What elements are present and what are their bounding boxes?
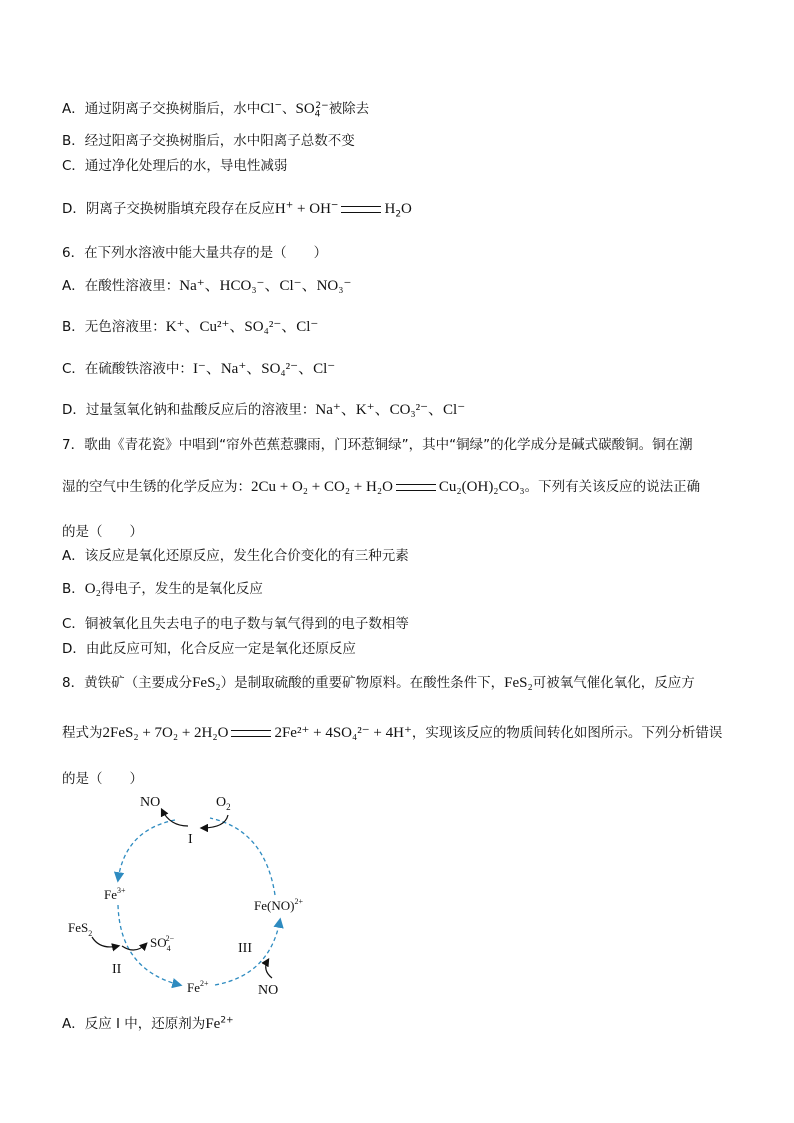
- arrow-o2-in: [202, 815, 228, 828]
- q6-option-d: D．过量氢氧化钠和盐酸反应后的溶液里：Na⁺、K⁺、CO₃²⁻、Cl⁻: [62, 402, 466, 418]
- q8-stem-line1: 8．黄铁矿（主要成分FeS₂）是制取硫酸的重要矿物原料。在酸性条件下，FeS₂可被氧气催化氧化，反应方: [62, 675, 695, 691]
- q6-option-a: A．在酸性溶液里：Na⁺、HCO₃⁻、Cl⁻、NO₃⁻: [62, 278, 352, 294]
- q7-option-c: C．铜被氧化且失去电子的电子数与氧气得到的电子数相等: [62, 616, 409, 632]
- arrow-feno-to-r1: [210, 818, 275, 895]
- q6-option-c: C．在硫酸铁溶液中：I⁻、Na⁺、SO₄²⁻、Cl⁻: [62, 361, 336, 377]
- label-fe3: $Fe^{3+}$: [104, 886, 126, 902]
- q5-option-a: A．通过阴离子交换树脂后，水中Cl−、$SO_4^{2-}$被除去: [62, 100, 370, 120]
- label-feno: Fe(NO)$^{2+}$: [254, 897, 303, 913]
- arrow-no-out: [162, 810, 188, 826]
- q8-option-a: A．反应 I 中，还原剂为$Fe^{2+}$: [62, 1015, 234, 1032]
- q6-stem: 6．在下列水溶液中能大量共存的是（ ）: [62, 245, 328, 261]
- arrow-no-in: [266, 960, 272, 978]
- arrow-r1-to-fe3: [118, 820, 175, 880]
- equals-sign: [396, 484, 436, 491]
- q5-option-c: C．通过净化处理后的水，导电性减弱: [62, 158, 288, 174]
- q6-option-b: B．无色溶液里：K⁺、Cu²⁺、SO₄²⁻、Cl⁻: [62, 319, 319, 335]
- label-no-bottom: NO: [258, 983, 279, 998]
- label-fe2: $Fe^{2+}$: [187, 979, 209, 995]
- q5-option-b: B．经过阳离子交换树脂后，水中阳离子总数不变: [62, 133, 355, 149]
- cycle-arrows: [118, 818, 280, 985]
- label-fes2: FeS$_2$: [68, 920, 93, 938]
- label-no-top: NO: [140, 795, 161, 810]
- label-o2: $O_2$: [216, 795, 231, 812]
- q8-stem-line2: 程式为2FeS₂ + 7O₂ + 2H₂O 2Fe²⁺ + 4SO₄²⁻ + 4H⁺，实现该反应的物质间转化如图所示。下列分析错误: [62, 725, 723, 741]
- q5-option-d: D．阴离子交换树脂填充段存在反应H+ + OH− $H_2O$: [62, 200, 412, 220]
- q7-option-a: A．该反应是氧化还原反应，发生化合价变化的有三种元素: [62, 548, 409, 564]
- label-reaction-2: II: [112, 962, 122, 977]
- arrow-so4-out: [122, 944, 146, 950]
- q7-option-b: B．O₂得电子，发生的是氧化反应: [62, 581, 263, 597]
- q8-stem-line3: 的是（ ）: [62, 771, 143, 787]
- arrow-fe2-to-feno: [215, 920, 280, 985]
- label-reaction-1: I: [188, 832, 193, 847]
- label-reaction-3: III: [238, 941, 252, 956]
- q7-option-d: D．由此反应可知，化合反应一定是氧化还原反应: [62, 641, 356, 657]
- equals-sign: [231, 730, 271, 737]
- arrow-fes2-in: [92, 937, 118, 947]
- q7-stem-line2: 湿的空气中生锈的化学反应为：2Cu + O₂ + CO₂ + H₂O Cu₂(OH)₂CO₃。下列有关该反应的说法正确: [62, 479, 701, 495]
- equals-sign: [341, 206, 381, 213]
- q7-stem-line1: 7．歌曲《青花瓷》中唱到“帘外芭蕉惹骤雨，门环惹铜绿”，其中“铜绿”的化学成分是碱式碳酸铜。铜在潮: [62, 437, 693, 453]
- q7-stem-line3: 的是（ ）: [62, 524, 143, 540]
- label-so4: $SO_42-$: [150, 934, 175, 953]
- arrow-fe3-to-fe2: [118, 905, 180, 985]
